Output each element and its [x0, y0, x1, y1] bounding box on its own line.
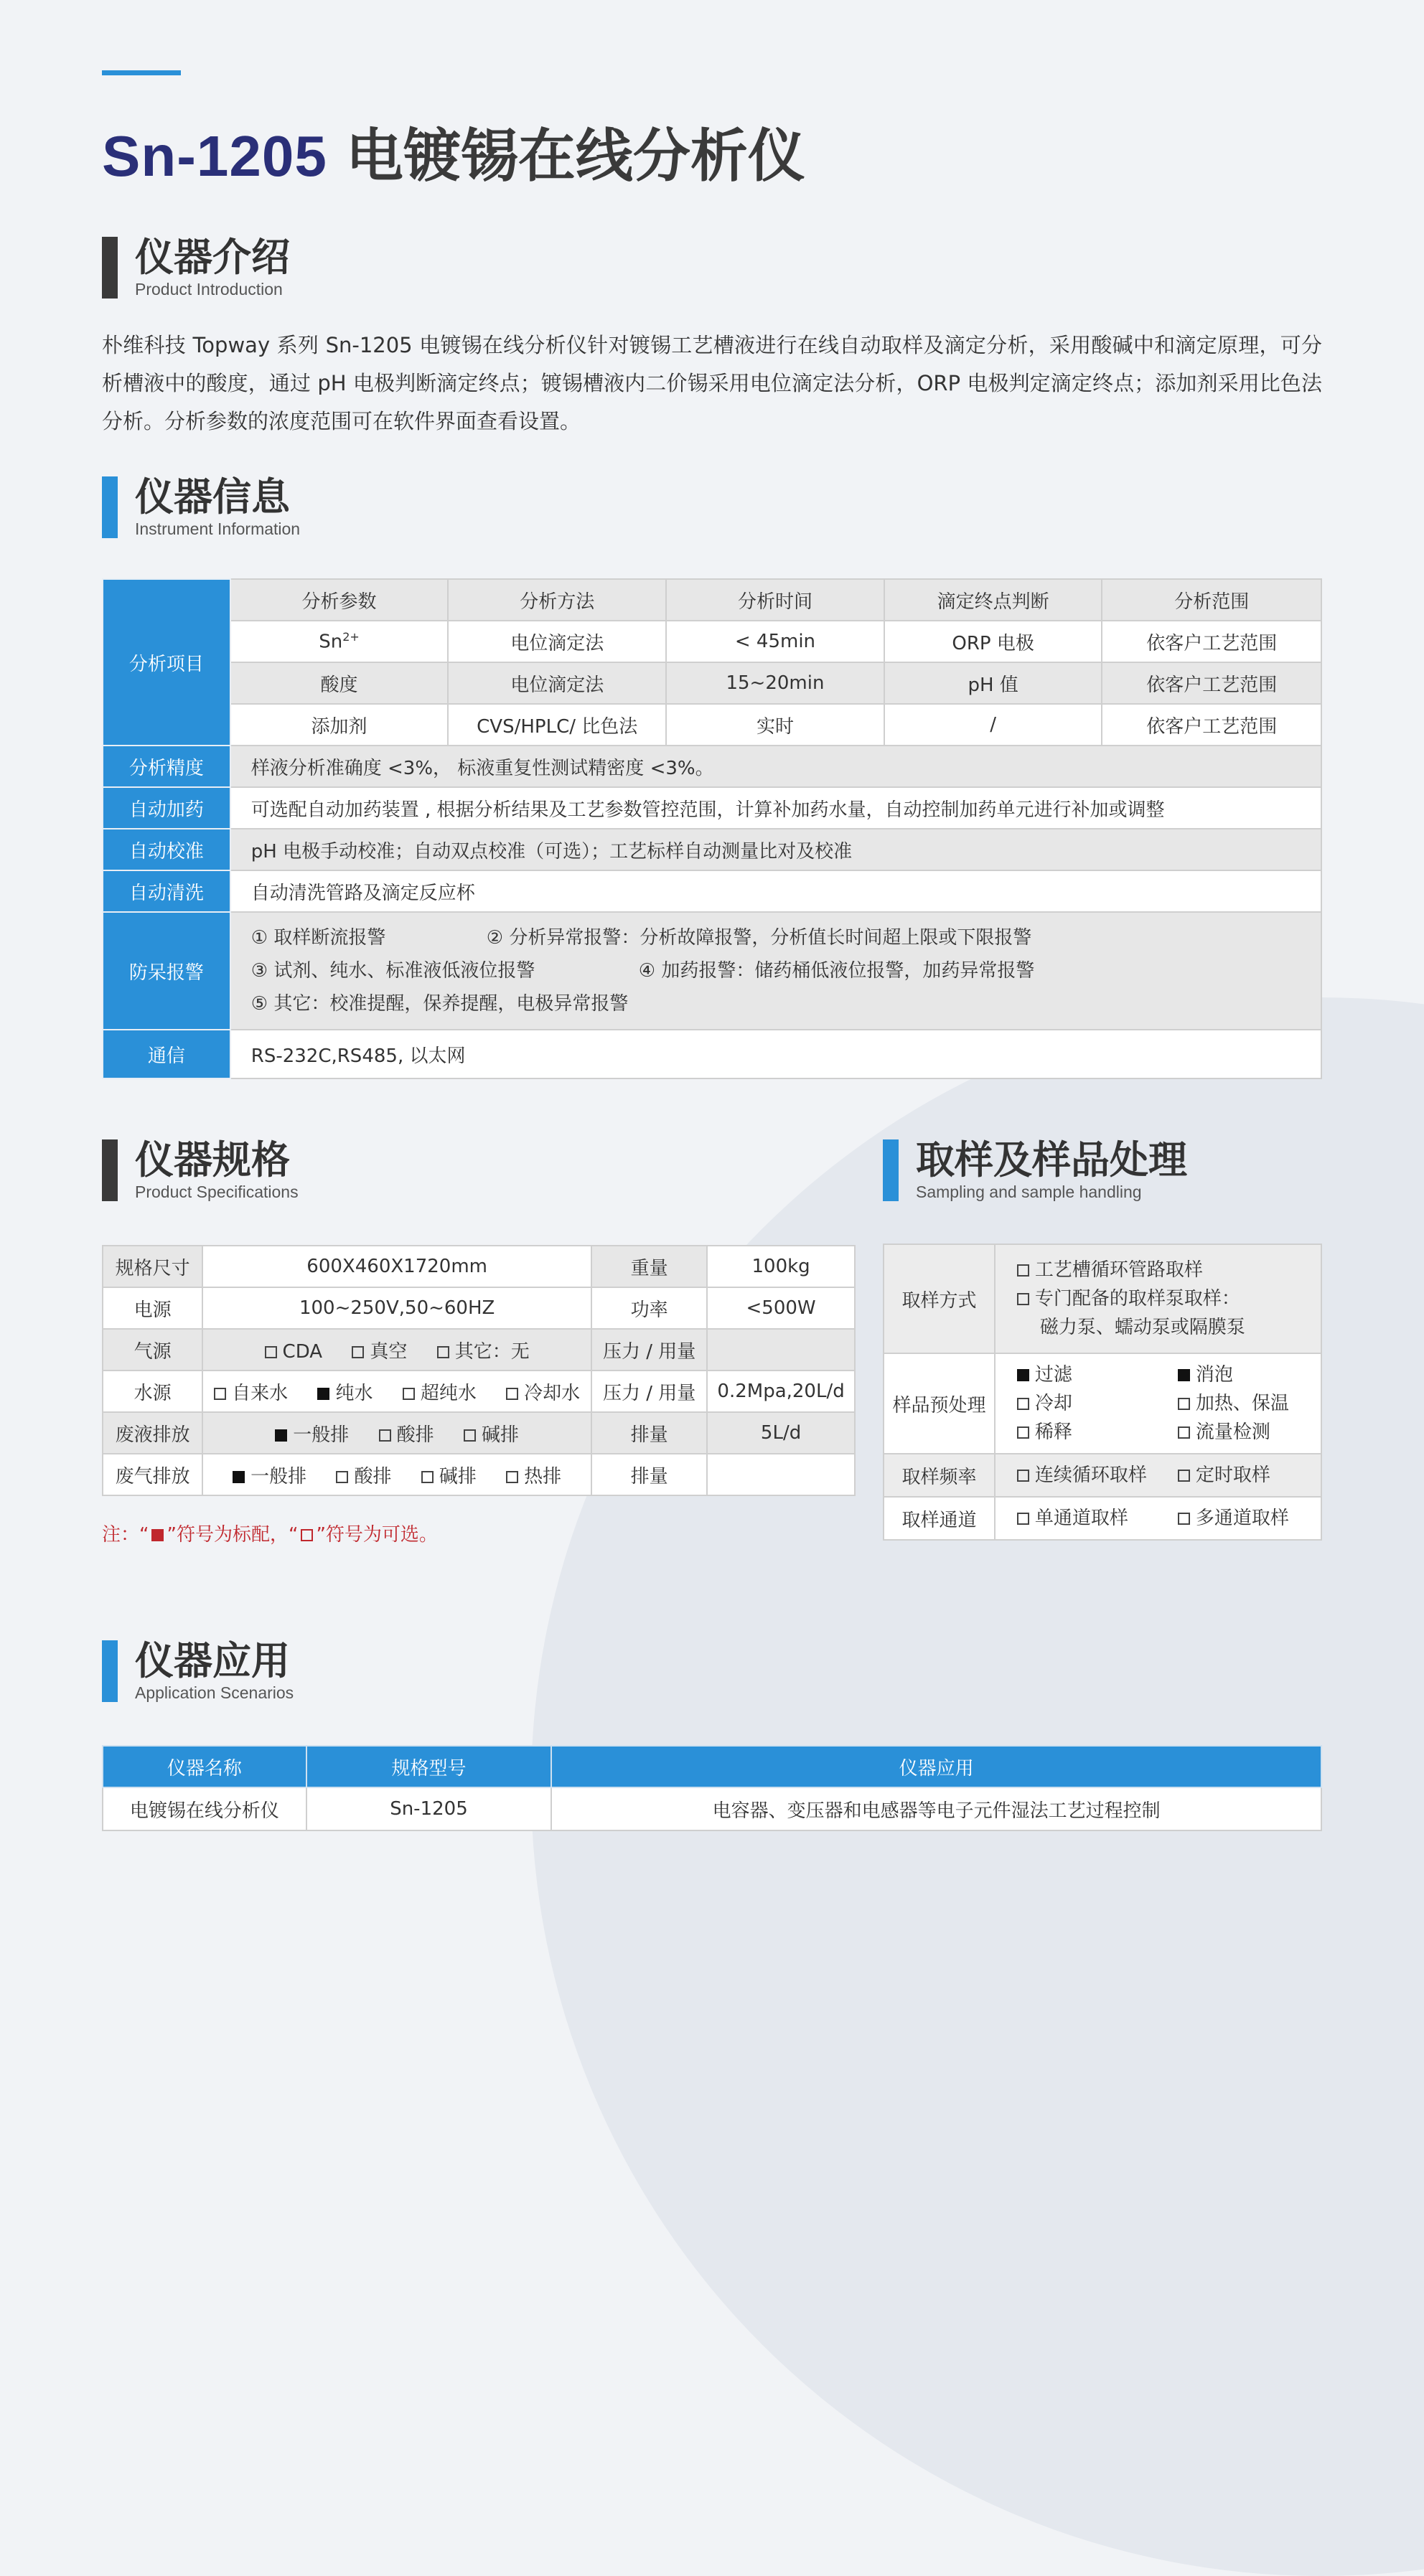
checkbox-empty-icon [1017, 1513, 1029, 1525]
instrument-name-cell: 电镀锡在线分析仪 [103, 1787, 306, 1830]
note-text: 注：“ [102, 1524, 149, 1546]
section-title-en: Product Specifications [135, 1183, 299, 1201]
info-table [102, 578, 1322, 1079]
checkbox-empty-icon [1017, 1264, 1029, 1277]
table-row [103, 870, 1321, 912]
cleaning-value: 自动清洗管路及滴定反应杯 [230, 870, 1321, 912]
endpoint-cell: ORP 电极 [884, 621, 1102, 662]
method-cell: 电位滴定法 [448, 662, 666, 704]
option-label: 碱排 [439, 1465, 477, 1487]
table-row [103, 662, 1321, 704]
checkbox-empty-icon [421, 1471, 434, 1483]
param-superscript: 2+ [342, 630, 360, 644]
section-title-zh: 仪器应用 [135, 1638, 290, 1683]
application-cell: 电容器、变压器和电感器等电子元件湿法工艺过程控制 [551, 1787, 1321, 1830]
checkbox-empty-icon [1017, 1293, 1029, 1305]
gas-out-options [202, 1454, 591, 1495]
channel-label: 取样通道 [884, 1497, 995, 1540]
option-label: 自来水 [232, 1382, 289, 1404]
option-col2 [1178, 1461, 1270, 1490]
power-value: 100~250V,50~60HZ [202, 1287, 591, 1329]
intro-paragraph: 朴维科技 Topway 系列 Sn-1205 电镀锡在线分析仪针对镀锡工艺槽液进行在线自动取样及滴定分析，采用酸碱中和滴定原理，可分析槽液中的酸度，通过 pH 电极判断滴定终点；镀锡槽液内二价锡采用电位滴定法分析，ORP 电极判定滴定终点；添加剂采用比色法分析。分析参数的浓度范围可在软件界面查看设置。 [102, 333, 1322, 433]
option-line [1017, 1284, 1321, 1313]
table-row [884, 1454, 1321, 1497]
cleaning-label: 自动清洗 [103, 870, 230, 912]
table-row [103, 746, 1321, 787]
alarm-item: ① 取样断流报警 [250, 927, 386, 949]
checkbox-empty-icon [336, 1471, 348, 1483]
alarm-item: ④ 加药报警：储药桶低液位报警，加药异常报警 [638, 960, 1035, 982]
product-name: 电镀锡在线分析仪 [345, 123, 805, 189]
option-label: 冷却 [1034, 1393, 1072, 1414]
param-cell: 添加剂 [230, 704, 449, 746]
option-label: 纯水 [335, 1382, 373, 1404]
calibration-value: pH 电极手动校准；自动双点校准（可选）；工艺标样自动测量比对及校准 [230, 829, 1321, 870]
param-cell [230, 621, 449, 662]
option-col2 [1178, 1360, 1233, 1389]
power-label: 电源 [103, 1287, 202, 1329]
option-label: 多通道取样 [1195, 1508, 1289, 1529]
optional-square-icon [301, 1529, 313, 1541]
option-label: 稀释 [1034, 1421, 1072, 1443]
checkbox-empty-icon [403, 1388, 415, 1400]
spec-table [102, 1245, 856, 1496]
time-cell: 15~20min [666, 662, 884, 704]
dosing-label: 自动加药 [103, 787, 230, 829]
checkbox-empty-icon [1178, 1470, 1190, 1482]
table-row [884, 1497, 1321, 1540]
section-bar [102, 476, 118, 538]
checkbox-empty-icon [1017, 1426, 1029, 1439]
table-row [103, 1454, 855, 1495]
table-header-row [103, 1746, 1321, 1787]
option-label: 热排 [524, 1465, 562, 1487]
header-cell: 分析方法 [448, 579, 666, 621]
gas-out-vol-label: 排量 [591, 1454, 707, 1495]
option-label: 酸排 [396, 1424, 434, 1446]
option-col2 [1178, 1389, 1289, 1418]
section-bar [883, 1139, 899, 1201]
gas-out-label: 废气排放 [103, 1454, 202, 1495]
header-cell: 仪器名称 [103, 1746, 306, 1787]
option-line [1017, 1504, 1321, 1533]
alarm-line [251, 987, 1321, 1020]
checkbox-filled-icon [317, 1388, 329, 1400]
header-cell: 滴定终点判断 [884, 579, 1102, 621]
sampling-table [883, 1244, 1322, 1541]
liquid-label: 废液排放 [103, 1412, 202, 1454]
option-line: 磁力泵、蠕动泵或隔膜泵 [1039, 1317, 1245, 1338]
gas-label: 气源 [103, 1329, 202, 1371]
option-label: 过滤 [1034, 1364, 1072, 1386]
option-col2 [1178, 1418, 1270, 1447]
option-label: 其它：无 [454, 1340, 530, 1363]
option-label: 碱排 [481, 1424, 519, 1446]
table-row [103, 787, 1321, 829]
checkbox-empty-icon [379, 1429, 391, 1442]
water-options [202, 1371, 591, 1412]
option-label: 定时取样 [1195, 1465, 1270, 1486]
checkbox-empty-icon [265, 1346, 277, 1358]
section-bar [102, 1139, 118, 1201]
option-line [1017, 1389, 1321, 1418]
gas-out-vol-value [707, 1454, 855, 1495]
alarm-item: ② 分析异常报警：分析故障报警，分析值长时间超上限或下限报警 [486, 927, 1032, 949]
frequency-label: 取样频率 [884, 1454, 995, 1497]
analysis-items-label: 分析项目 [103, 579, 230, 746]
option-label: 超纯水 [420, 1382, 477, 1404]
header-cell: 规格型号 [306, 1746, 552, 1787]
section-title-en: Instrument Information [135, 520, 301, 538]
alarm-line [251, 921, 1321, 954]
alarm-label: 防呆报警 [103, 912, 230, 1030]
section-bar [102, 237, 118, 299]
method-label: 取样方式 [884, 1244, 995, 1353]
table-row [103, 1412, 855, 1454]
section-title-en: Sampling and sample handling [916, 1183, 1142, 1201]
section-title-zh: 仪器介绍 [135, 235, 290, 280]
option-label: CDA [282, 1340, 323, 1363]
precision-value: 样液分析准确度 <3%， 标液重复性测试精密度 <3%。 [230, 746, 1321, 787]
time-cell: < 45min [666, 621, 884, 662]
option-label: 消泡 [1195, 1364, 1233, 1386]
watt-value: <500W [707, 1287, 855, 1329]
standard-square-icon [151, 1529, 164, 1541]
pressure-label: 压力 / 用量 [591, 1329, 707, 1371]
time-cell: 实时 [666, 704, 884, 746]
method-cell: CVS/HPLC/ 比色法 [448, 704, 666, 746]
table-row [103, 704, 1321, 746]
table-row [103, 829, 1321, 870]
header-cell: 分析参数 [230, 579, 449, 621]
option-line [1017, 1418, 1321, 1447]
table-row [884, 1244, 1321, 1353]
checkbox-empty-icon [464, 1429, 476, 1442]
liquid-out-label: 排量 [591, 1412, 707, 1454]
gas-options [202, 1329, 591, 1371]
channel-options [995, 1497, 1321, 1540]
range-cell: 依客户工艺范围 [1102, 621, 1321, 662]
option-line [1017, 1461, 1321, 1490]
checkbox-empty-icon [1178, 1426, 1190, 1439]
range-cell: 依客户工艺范围 [1102, 704, 1321, 746]
checkbox-filled-icon [275, 1429, 287, 1442]
weight-label: 重量 [591, 1246, 707, 1287]
option-label: 专门配备的取样泵取样： [1034, 1288, 1240, 1310]
option-label: 流量检测 [1195, 1421, 1270, 1443]
option-label: 冷却水 [524, 1382, 581, 1404]
checkbox-filled-icon [233, 1471, 245, 1483]
section-bar [102, 1640, 118, 1702]
option-label: 一般排 [250, 1465, 307, 1487]
page-title [102, 121, 805, 192]
param-cell: 酸度 [230, 662, 449, 704]
option-label: 加热、保温 [1195, 1393, 1289, 1414]
alarm-item: ⑤ 其它：校准提醒，保养提醒，电极异常报警 [250, 993, 629, 1015]
weight-value: 100kg [707, 1246, 855, 1287]
section-title-zh: 取样及样品处理 [916, 1137, 1187, 1183]
pretreatment-options [995, 1353, 1321, 1454]
size-value: 600X460X1720mm [202, 1246, 591, 1287]
endpoint-cell: pH 值 [884, 662, 1102, 704]
model-cell: Sn-1205 [306, 1787, 552, 1830]
alarm-item: ③ 试剂、纯水、标准液低液位报警 [250, 960, 535, 982]
option-label: 一般排 [293, 1424, 350, 1446]
alarm-line [251, 954, 1321, 987]
table-row [103, 579, 1321, 621]
section-title-zh: 仪器信息 [135, 474, 290, 520]
table-row [103, 1030, 1321, 1078]
section-title-zh: 仪器规格 [135, 1137, 290, 1183]
watt-label: 功率 [591, 1287, 707, 1329]
section-title-en: Product Introduction [135, 280, 283, 299]
checkbox-empty-icon [506, 1388, 518, 1400]
table-row [103, 1787, 1321, 1830]
application-table [102, 1745, 1322, 1831]
checkbox-empty-icon [352, 1346, 364, 1358]
checkbox-empty-icon [214, 1388, 226, 1400]
method-options [995, 1244, 1321, 1353]
option-label: 工艺槽循环管路取样 [1034, 1259, 1203, 1281]
dosing-value: 可选配自动加药装置 , 根据分析结果及工艺参数管控范围，计算补加药水量，自动控制加药单元进行补加或调整 [230, 787, 1321, 829]
checkbox-empty-icon [1178, 1513, 1190, 1525]
precision-label: 分析精度 [103, 746, 230, 787]
water-pressure-value: 0.2Mpa,20L/d [707, 1371, 855, 1412]
option-label: 单通道取样 [1034, 1508, 1128, 1529]
table-row [884, 1353, 1321, 1454]
pretreatment-label: 样品预处理 [884, 1353, 995, 1454]
section-title-en: Application Scenarios [135, 1683, 294, 1702]
option-col2 [1178, 1504, 1289, 1533]
checkbox-empty-icon [1017, 1470, 1029, 1482]
option-label: 连续循环取样 [1034, 1465, 1147, 1486]
liquid-options [202, 1412, 591, 1454]
option-line [1017, 1256, 1321, 1284]
checkbox-empty-icon [437, 1346, 449, 1358]
model-number: Sn-1205 [102, 124, 327, 188]
accent-line [102, 70, 181, 75]
table-row [103, 1329, 855, 1371]
comm-label: 通信 [103, 1030, 230, 1078]
frequency-options [995, 1454, 1321, 1497]
comm-value: RS-232C,RS485, 以太网 [230, 1030, 1321, 1078]
liquid-out-value: 5L/d [707, 1412, 855, 1454]
checkbox-empty-icon [506, 1471, 518, 1483]
checkbox-filled-icon [1178, 1369, 1190, 1381]
legend-note [102, 1520, 438, 1546]
checkbox-filled-icon [1017, 1369, 1029, 1381]
table-row [103, 912, 1321, 1030]
table-row [103, 621, 1321, 662]
range-cell: 依客户工艺范围 [1102, 662, 1321, 704]
header-cell: 仪器应用 [551, 1746, 1321, 1787]
water-pressure-label: 压力 / 用量 [591, 1371, 707, 1412]
option-label: 真空 [370, 1340, 408, 1363]
alarm-list [230, 912, 1321, 1030]
option-label: 酸排 [354, 1465, 392, 1487]
table-row [103, 1287, 855, 1329]
param-name: Sn [319, 631, 343, 653]
table-row [103, 1246, 855, 1287]
header-cell: 分析范围 [1102, 579, 1321, 621]
size-label: 规格尺寸 [103, 1246, 202, 1287]
note-text: ”符号为标配，“ [167, 1524, 299, 1546]
water-label: 水源 [103, 1371, 202, 1412]
checkbox-empty-icon [1017, 1398, 1029, 1410]
checkbox-empty-icon [1178, 1398, 1190, 1410]
method-cell: 电位滴定法 [448, 621, 666, 662]
note-text: ”符号为可选。 [316, 1524, 438, 1546]
calibration-label: 自动校准 [103, 829, 230, 870]
header-cell: 分析时间 [666, 579, 884, 621]
table-row [103, 1371, 855, 1412]
option-line [1017, 1360, 1321, 1389]
pressure-value [707, 1329, 855, 1371]
endpoint-cell: / [884, 704, 1102, 746]
